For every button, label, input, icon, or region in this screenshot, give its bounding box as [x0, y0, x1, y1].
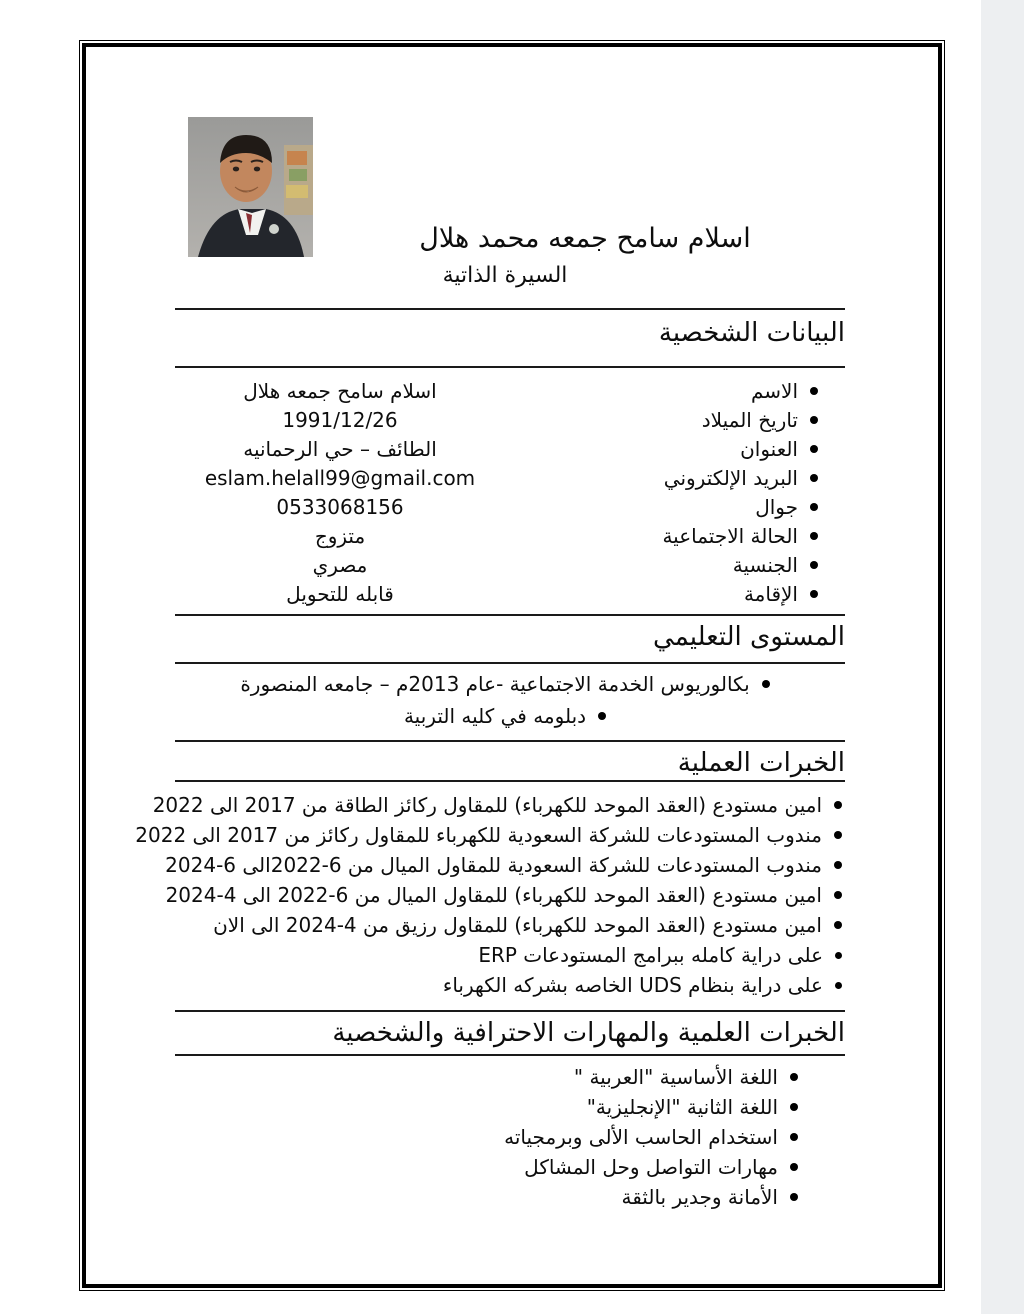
skill-item: الأمانة وجدير بالثقة	[175, 1182, 798, 1212]
bullet-icon	[598, 712, 606, 720]
section-rule	[175, 308, 845, 310]
bullet-icon	[810, 387, 818, 395]
field-value: 0533068156	[276, 494, 404, 519]
bullet-icon	[790, 1133, 798, 1141]
personal-row	[175, 434, 818, 463]
personal-row	[175, 376, 818, 405]
field-label: البريد الإلكتروني	[663, 465, 798, 490]
personal-row	[175, 463, 818, 492]
person-name: اسلام سامح جمعه محمد هلال	[419, 223, 751, 254]
section-rule	[175, 662, 845, 664]
field-label: تاريخ الميلاد	[701, 407, 798, 432]
section-title-skills: الخبرات العلمية والمهارات الاحترافية والشخصية	[332, 1018, 845, 1048]
bullet-icon	[810, 590, 818, 598]
bullet-icon	[790, 1103, 798, 1111]
skill-item: اللغة الثانية "الإنجليزية"	[175, 1092, 798, 1122]
section-rule	[175, 740, 845, 742]
bullet-icon	[810, 532, 818, 540]
bullet-icon	[810, 561, 818, 569]
experience-item: امين مستودع (العقد الموحد للكهرباء) للمقاول رزيق من 4-2024 الى الان	[165, 910, 842, 940]
section-rule	[175, 1054, 845, 1056]
bullet-icon	[835, 952, 842, 959]
section-title-education: المستوى التعليمي	[653, 622, 845, 652]
section-rule	[175, 1010, 845, 1012]
education-item: بكالوريوس الخدمة الاجتماعية -عام 2013م – جامعه المنصورة	[165, 668, 845, 700]
skill-item: استخدام الحاسب الألى وبرمجياته	[175, 1122, 798, 1152]
section-rule	[175, 366, 845, 368]
experience-item: على دراية كامله ببرامج المستودعات ERP	[165, 940, 842, 970]
education-item: دبلومه في كليه التربية	[165, 700, 845, 732]
personal-row	[175, 550, 818, 579]
experience-item: على دراية بنظام UDS الخاصه بشركه الكهرباء	[165, 970, 842, 1000]
personal-row	[175, 492, 818, 521]
bullet-icon	[810, 474, 818, 482]
field-label: جوال	[755, 494, 798, 519]
personal-row	[175, 521, 818, 550]
field-label: الاسم	[750, 378, 798, 403]
section-title-personal: البيانات الشخصية	[658, 318, 845, 348]
bullet-icon	[834, 801, 842, 809]
experience-item: مندوب المستودعات للشركة السعودية للكهرباء للمقاول ركائز من 2017 الى 2022	[165, 820, 842, 850]
document-title: السيرة الذاتية	[442, 263, 568, 288]
skills-items	[175, 1062, 798, 1212]
bullet-icon	[790, 1073, 798, 1081]
experience-item: امين مستودع (العقد الموحد للكهرباء) للمقاول الميال من 6-2022 الى 4-2024	[165, 880, 842, 910]
experience-item: مندوب المستودعات للشركة السعودية للمقاول الميال من 6-2022الى 6-2024	[165, 850, 842, 880]
section-title-experience: الخبرات العملية	[677, 748, 845, 778]
experience-items	[135, 790, 842, 1000]
field-value: قابله للتحويل	[286, 581, 394, 606]
bullet-icon	[790, 1193, 798, 1201]
education-items	[165, 668, 845, 732]
personal-row	[175, 405, 818, 434]
field-value: متزوج	[314, 523, 366, 548]
field-label: العنوان	[740, 436, 798, 461]
section-rule	[175, 614, 845, 616]
personal-rows	[175, 376, 818, 608]
bullet-icon	[810, 445, 818, 453]
bullet-icon	[834, 831, 842, 839]
bullet-icon	[835, 982, 842, 989]
skill-item: مهارات التواصل وحل المشاكل	[175, 1152, 798, 1182]
field-value: eslam.helall99@gmail.com	[204, 465, 476, 490]
field-value: مصري	[312, 552, 368, 577]
section-rule	[175, 780, 845, 782]
bullet-icon	[834, 891, 842, 899]
bullet-icon	[834, 861, 842, 869]
personal-row	[175, 579, 818, 608]
field-value: الطائف – حي الرحمانيه	[243, 436, 437, 461]
skill-item: اللغة الأساسية "العربية "	[175, 1062, 798, 1092]
field-label: الإقامة	[743, 581, 798, 606]
bullet-icon	[834, 921, 842, 929]
experience-item: امين مستودع (العقد الموحد للكهرباء) للمقاول ركائز الطاقة من 2017 الى 2022	[165, 790, 842, 820]
field-label: الحالة الاجتماعية	[662, 523, 798, 548]
field-value: اسلام سامح جمعه هلال	[243, 378, 437, 403]
field-label: الجنسية	[732, 552, 798, 577]
field-value: 1991/12/26	[282, 407, 398, 432]
bullet-icon	[810, 416, 818, 424]
scan-edge-strip	[981, 0, 1024, 1314]
bullet-icon	[810, 503, 818, 511]
bullet-icon	[790, 1163, 798, 1171]
bullet-icon	[762, 680, 770, 688]
